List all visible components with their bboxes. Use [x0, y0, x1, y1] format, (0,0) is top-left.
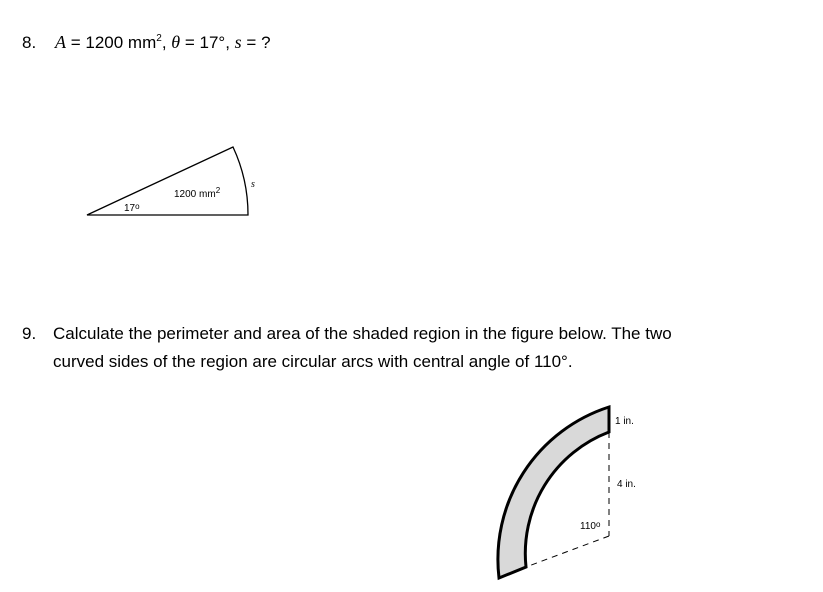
central-angle-degree: o: [595, 520, 601, 529]
theta-value: = 17°,: [184, 33, 230, 52]
central-angle-label: [580, 520, 600, 532]
s-value: = ?: [246, 33, 271, 52]
sector-area-text: 1200 mm: [174, 189, 216, 200]
sector-angle-degree: o: [135, 202, 140, 211]
problem-9-line-2: curved sides of the region are circular arcs with central angle of 110°.: [53, 352, 573, 371]
shaded-region: [498, 407, 609, 578]
area-variable: A: [55, 32, 66, 52]
sector-angle-text: 17: [124, 203, 136, 214]
s-variable: s: [234, 32, 242, 52]
central-angle-text: 110: [580, 521, 596, 532]
sector-arc-label: s: [251, 179, 255, 190]
problem-9-line-1-text: Calculate the perimeter and area of the shaded region in the figure below. The two: [53, 324, 672, 343]
problem-8-statement: 8. A = 1200 $mm^2$, θ = 17°, s = ?: [22, 32, 271, 52]
radius-label: 4 in.: [617, 479, 636, 490]
chord-dashed-line: [526, 536, 609, 567]
area-value: = 1200 mm: [70, 33, 157, 52]
problem-8-number: 8.: [22, 33, 37, 52]
sector-area-exponent: 2: [215, 186, 221, 195]
theta-variable: θ: [171, 32, 181, 52]
area-exponent: 2: [156, 33, 162, 44]
problem-9-number: 9.: [22, 324, 37, 343]
width-label: 1 in.: [615, 416, 634, 427]
